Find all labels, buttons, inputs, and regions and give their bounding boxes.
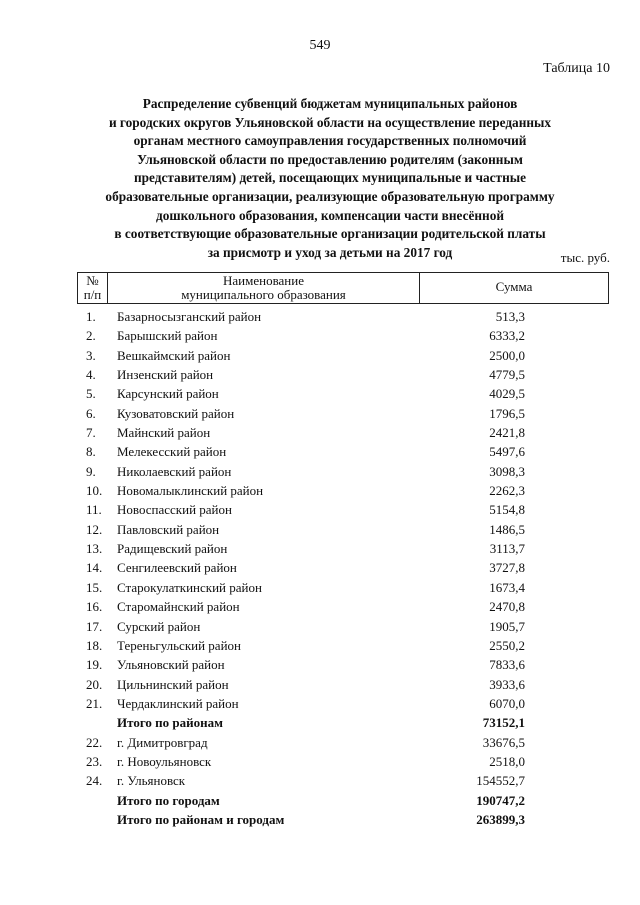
municipality-name: Майнский район	[117, 425, 211, 441]
municipality-name: Кузоватовский район	[117, 405, 235, 421]
title-line: органам местного самоуправления государственных полномочий	[133, 133, 527, 149]
amount: 73152,1	[482, 715, 525, 731]
row-number: 17.	[86, 618, 103, 634]
amount: 1796,5	[489, 405, 525, 421]
table-row	[0, 500, 640, 519]
amount: 6070,0	[489, 695, 525, 711]
amount: 1905,7	[489, 618, 525, 634]
amount: 2550,2	[489, 637, 525, 653]
amount: 3933,6	[489, 676, 525, 692]
row-number: 3.	[86, 347, 96, 363]
header-number-column	[77, 273, 107, 303]
title-line: и городских округов Ульяновской области на осуществление переданных	[108, 114, 552, 130]
title-line: представителям) детей, посещающих муниципальные и частные	[133, 170, 527, 186]
amount: 513,3	[495, 309, 525, 324]
header-name-line2: муниципального образования	[181, 287, 346, 302]
title-line: в соответствующие образовательные организации родительской платы	[114, 226, 546, 242]
table-row	[0, 326, 640, 345]
total-row	[0, 791, 640, 810]
table-row	[0, 675, 640, 694]
municipality-name: Новоспасский район	[117, 502, 232, 518]
row-number: 22.	[86, 734, 103, 750]
row-number: 24.	[86, 773, 103, 789]
amount: 2262,3	[489, 483, 525, 499]
table-row	[0, 384, 640, 403]
table-row	[0, 346, 640, 365]
row-number: 18.	[86, 637, 103, 653]
title-line: Ульяновской области по предоставлению родителям (законным	[137, 151, 523, 167]
table-row	[0, 771, 640, 790]
municipality-name: Старомайнский район	[117, 599, 240, 615]
amount: 263899,3	[476, 811, 525, 827]
amount: 7833,6	[489, 657, 525, 673]
table-body	[0, 307, 640, 829]
amount: 2500,0	[489, 347, 525, 363]
municipality-name: Тереньгульский район	[117, 637, 241, 653]
row-number: 10.	[86, 483, 103, 499]
table-row	[0, 558, 640, 577]
amount: 4029,5	[489, 386, 525, 402]
amount: 154552,7	[476, 773, 525, 789]
row-number: 2.	[86, 328, 96, 344]
row-number: 13.	[86, 541, 103, 557]
row-number: 20.	[86, 676, 103, 692]
table-row	[0, 365, 640, 384]
page-number: 549	[309, 38, 331, 53]
amount: 2470,8	[489, 599, 525, 615]
table-row	[0, 752, 640, 771]
municipality-name: Старокулаткинский район	[117, 579, 262, 595]
table-row	[0, 481, 640, 500]
row-number: 9.	[86, 463, 96, 479]
municipality-name: г. Ульяновск	[117, 773, 186, 789]
table-row	[0, 404, 640, 423]
row-number: 16.	[86, 599, 103, 615]
table-row	[0, 636, 640, 655]
municipality-name: Цильнинский район	[117, 676, 229, 692]
header-number-line2: п/п	[83, 287, 102, 302]
amount: 3098,3	[489, 463, 525, 479]
municipality-name: Итого по районам	[117, 715, 223, 731]
amount: 3113,7	[489, 541, 525, 557]
table-row	[0, 578, 640, 597]
table-row	[0, 462, 640, 481]
amount: 3727,8	[489, 560, 525, 576]
document-title	[60, 95, 600, 262]
total-row	[0, 713, 640, 732]
municipality-name: Сенгилеевский район	[117, 560, 237, 576]
row-number: 14.	[86, 560, 103, 576]
total-row	[0, 810, 640, 829]
amount: 2421,8	[489, 425, 525, 441]
amount: 1673,4	[489, 579, 525, 595]
municipality-name: г. Димитровград	[117, 734, 208, 750]
municipality-name: Сурский район	[117, 618, 201, 634]
municipality-name: Павловский район	[117, 521, 220, 537]
row-number: 11.	[86, 502, 102, 518]
header-name-line1: Наименование	[223, 273, 304, 288]
amount: 33676,5	[482, 734, 525, 750]
municipality-name: Инзенский район	[117, 367, 214, 383]
table-header	[77, 272, 609, 304]
row-number: 8.	[86, 444, 96, 460]
header-name-column	[107, 273, 419, 303]
amount: 5497,6	[489, 444, 525, 460]
row-number: 19.	[86, 657, 103, 673]
unit-label: тыс. руб.	[560, 250, 610, 265]
amount: 6333,2	[489, 328, 525, 344]
row-number: 4.	[86, 367, 96, 383]
table-row	[0, 423, 640, 442]
municipality-name: Итого по городам	[117, 792, 220, 808]
municipality-name: г. Новоульяновск	[117, 753, 212, 769]
row-number: 12.	[86, 521, 103, 537]
amount: 1486,5	[489, 521, 525, 537]
table-row	[0, 442, 640, 461]
amount: 4779,5	[489, 367, 525, 383]
municipality-name: Базарносызганский район	[117, 309, 262, 324]
title-line: Распределение субвенций бюджетам муниципальных районов	[142, 96, 518, 111]
table-row	[0, 617, 640, 636]
table-row	[0, 655, 640, 674]
amount: 5154,8	[489, 502, 525, 518]
amount: 190747,2	[476, 792, 525, 808]
table-row	[0, 539, 640, 558]
row-number: 1.	[86, 309, 96, 324]
table-row	[0, 520, 640, 539]
header-sum-label: Сумма	[495, 279, 533, 294]
municipality-name: Мелекесский район	[117, 444, 227, 460]
municipality-name: Ульяновский район	[117, 657, 225, 673]
municipality-name: Карсунский район	[117, 386, 219, 402]
title-line: дошкольного образования, компенсации части внесённой	[155, 207, 505, 223]
title-line: за присмотр и уход за детьми на 2017 год	[207, 244, 453, 260]
table-row	[0, 597, 640, 616]
row-number: 6.	[86, 405, 96, 421]
table-row	[0, 733, 640, 752]
row-number: 15.	[86, 579, 103, 595]
row-number: 7.	[86, 425, 96, 441]
header-number-line1: №	[86, 273, 99, 288]
municipality-name: Чердаклинский район	[117, 695, 239, 711]
title-line: образовательные организации, реализующие образовательную программу	[105, 188, 555, 204]
row-number: 5.	[86, 386, 96, 402]
table-row	[0, 307, 640, 326]
municipality-name: Итого по районам и городам	[117, 811, 285, 827]
municipality-name: Барышский район	[117, 328, 218, 344]
header-sum-column	[419, 273, 609, 303]
table-label: Таблица 10	[543, 61, 610, 76]
municipality-name: Радищевский район	[117, 541, 228, 557]
municipality-name: Николаевский район	[117, 463, 232, 479]
municipality-name: Вешкаймский район	[117, 347, 231, 363]
row-number: 21.	[86, 695, 103, 711]
municipality-name: Новомалыклинский район	[117, 483, 264, 499]
table-row	[0, 694, 640, 713]
row-number: 23.	[86, 753, 103, 769]
amount: 2518,0	[489, 753, 525, 769]
